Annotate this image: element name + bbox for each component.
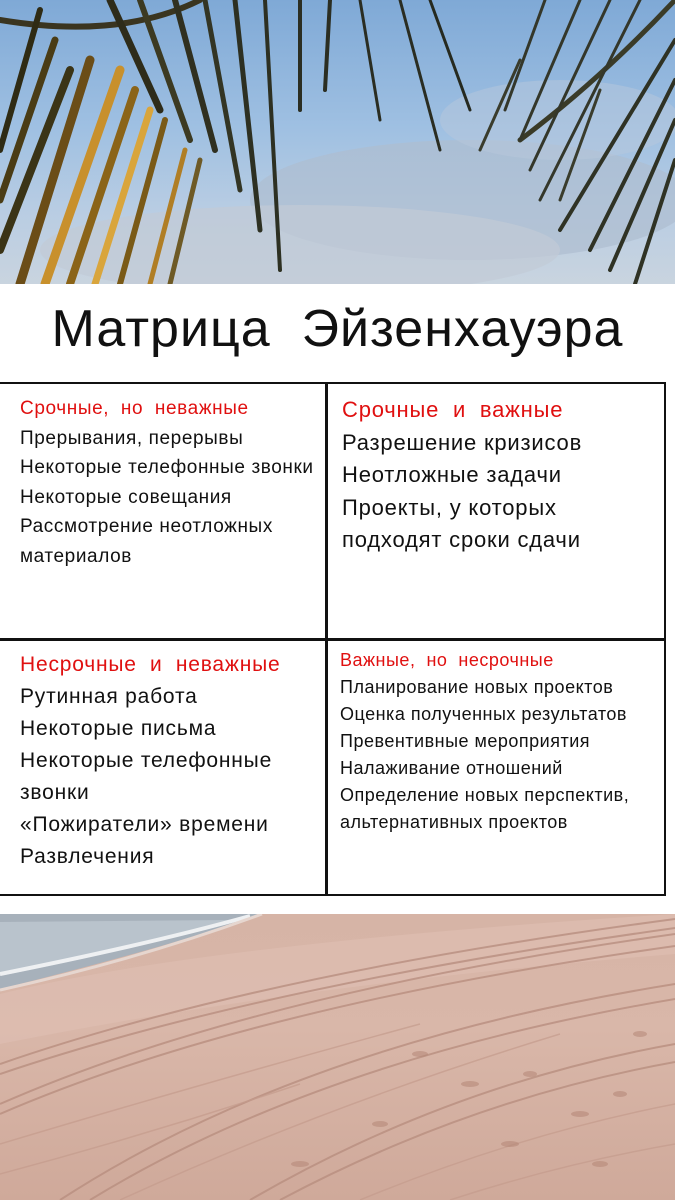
quadrant-item: Разрешение кризисов [342, 429, 583, 455]
quadrant-item: Развлечения [20, 845, 155, 868]
quadrant-urgent-important [342, 394, 662, 557]
palm-leaves-illustration [0, 0, 675, 284]
quadrant-urgent-not-important [20, 394, 325, 571]
quadrant-item: Неотложные задачи [342, 462, 562, 487]
quadrant-heading: Важные, но несрочные [340, 650, 554, 670]
quadrant-item-list [340, 674, 664, 836]
quadrant-item: Определение новых перспектив, альтернативных проектов [340, 785, 630, 832]
quadrant-item: Некоторые совещания [20, 486, 232, 508]
quadrant-heading: Срочные и важные [342, 397, 564, 422]
quadrant-item: Рассмотрение неотложных материалов [20, 516, 273, 567]
quadrant-item: Планирование новых проектов [340, 677, 614, 697]
quadrant-heading: Срочные, но неважные [20, 398, 249, 419]
page-title: Матрица Эйзенхауэра [51, 300, 624, 358]
quadrant-item: Налаживание отношений [340, 758, 563, 778]
quadrant-item: Некоторые письма [20, 717, 217, 740]
quadrant-item-list [342, 427, 662, 557]
quadrant-item: Рутинная работа [20, 685, 198, 708]
quadrant-heading: Несрочные и неважные [20, 653, 281, 676]
quadrant-item: Оценка полученных результатов [340, 704, 627, 724]
beach-sand-illustration [0, 914, 675, 1200]
quadrant-not-urgent-not-important [20, 649, 325, 873]
eisenhower-matrix [0, 382, 666, 896]
quadrant-item: Прерывания, перерывы [20, 427, 244, 449]
quadrant-item: «Пожиратели» времени [20, 813, 269, 836]
matrix-horizontal-divider [0, 638, 664, 641]
quadrant-item: Превентивные мероприятия [340, 731, 591, 751]
palm-leaves-photo [0, 0, 675, 284]
quadrant-item-list [20, 681, 325, 873]
quadrant-item: Некоторые телефонные звонки [20, 457, 314, 478]
quadrant-item: Проекты, у которых подходят сроки сдачи [342, 494, 581, 552]
quadrant-item-list [20, 424, 325, 572]
quadrant-item: Некоторые телефонные звонки [20, 749, 273, 804]
beach-sand-photo [0, 914, 675, 1200]
content-sheet [0, 284, 675, 914]
quadrant-important-not-urgent [340, 647, 664, 836]
